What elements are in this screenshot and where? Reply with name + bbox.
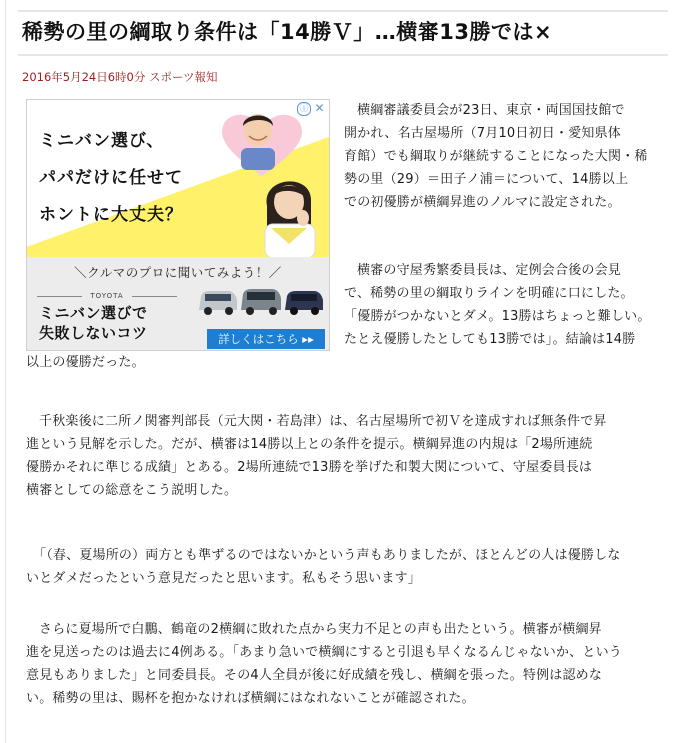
article-paragraph-5 <box>26 618 622 710</box>
paragraph-line: 千秋楽後に二所ノ関審判部長（元大関・若島津）は、名古屋場所で初Ｖを達成すれば無条件で昇 <box>39 414 607 429</box>
paragraph-line: 開かれ、名古屋場所（7月10日初日・愛知県体 <box>344 126 621 141</box>
paragraph-line: 「（春、夏場所の）両方とも準ずるのではないかという声もありましたが、ほとんどの人は優勝しな <box>33 548 621 563</box>
ad-headline-line-3: ホントに大丈夫？ <box>39 205 183 225</box>
advertisement-banner[interactable] <box>26 99 330 351</box>
headline-bottom-rule <box>18 54 668 56</box>
article-headline: 稀勢の里の綱取り条件は「14勝Ｖ」…横審13勝では× <box>22 20 553 44</box>
paragraph-line: 横審としての総意をこう説明した。 <box>26 483 238 498</box>
headline-top-rule <box>18 10 668 12</box>
paragraph-line: い。稀勢の里は、賜杯を抱かなければ横綱にはなれないことが確認された。 <box>26 691 475 706</box>
ad-subtitle-line-2: 失敗しないコツ <box>39 324 148 342</box>
woman-portrait-image <box>251 166 327 258</box>
ad-strip-title: ＼クルマのプロに聞いてみよう！／ <box>74 265 282 280</box>
paragraph-line: で、稀勢の里の綱取りラインを明確に口にした。 <box>344 286 634 301</box>
article-paragraph-2 <box>344 259 651 351</box>
ad-headline-line-2: パパだけに任せて <box>39 168 183 188</box>
paragraph-line: 進という見解を示した。だが、横審は14勝以上との条件を提示。横綱昇進の内規は「2場所連続 <box>26 437 593 452</box>
article-paragraph-2-continued <box>26 351 145 374</box>
ad-headline-line-1: ミニバン選び、 <box>39 131 165 151</box>
article-paragraph-1 <box>344 99 648 214</box>
ad-brand-name: TOYOTA <box>82 292 132 300</box>
paragraph-line: 育館）でも綱取りが継続することになった大関・稀 <box>344 149 648 164</box>
minivan-navy-image <box>283 288 325 318</box>
paragraph-line: さらに夏場所で白鵬、鶴竜の2横綱に敗れた点から実力不足との声も出たという。横審が横綱昇 <box>39 622 602 637</box>
paragraph-line: 意見もありました」と同委員長。その4人全員が後に好成績を残し、横綱を張った。特例は認めな <box>26 668 603 683</box>
paragraph-line: たとえ優勝したとしても13勝では」。結論は14勝 <box>344 332 636 347</box>
paragraph-line: いとダメだったという意見だったと思います。私もそう思います」 <box>26 571 421 586</box>
paragraph-line: 以上の優勝だった。 <box>26 355 145 370</box>
ad-details-button[interactable]: 詳しくはこちら ▸▸ <box>207 329 325 349</box>
paragraph-line: 「優勝がつかないとダメ。13勝はちょっと難しい。 <box>344 309 651 324</box>
paragraph-line: 進を見送ったのは過去に4例ある。「あまり急いで横綱にすると引退も早くなるんじゃないか、という <box>26 645 622 660</box>
page-border <box>5 0 6 743</box>
article-paragraph-3 <box>26 410 607 502</box>
article-paragraph-4 <box>26 544 621 590</box>
paragraph-line: 横綱審議委員会が23日、東京・両国国技館で <box>357 103 625 118</box>
paragraph-line: 勢の里（29）＝田子ノ浦＝について、14勝以上 <box>344 172 629 187</box>
minivan-gray-image <box>239 286 283 318</box>
paragraph-line: での初優勝が横綱昇進のノルマに設定された。 <box>344 195 621 210</box>
man-portrait-image <box>233 108 283 170</box>
paragraph-line: 優勝かそれに準じる成績」とある。2場所連続で13勝を挙げた和製大関について、守屋委員長は <box>26 460 593 475</box>
ad-close-icon[interactable]: ✕ <box>314 101 325 115</box>
minivan-silver-image <box>197 288 239 318</box>
paragraph-line: 横審の守屋秀繁委員長は、定例会合後の会見 <box>357 263 622 278</box>
article-dateline: 2016年5月24日6時0分 スポーツ報知 <box>22 70 218 84</box>
ad-info-icon[interactable]: ⓘ <box>297 102 311 116</box>
ad-subtitle-line-1: ミニバン選びで <box>39 304 148 322</box>
